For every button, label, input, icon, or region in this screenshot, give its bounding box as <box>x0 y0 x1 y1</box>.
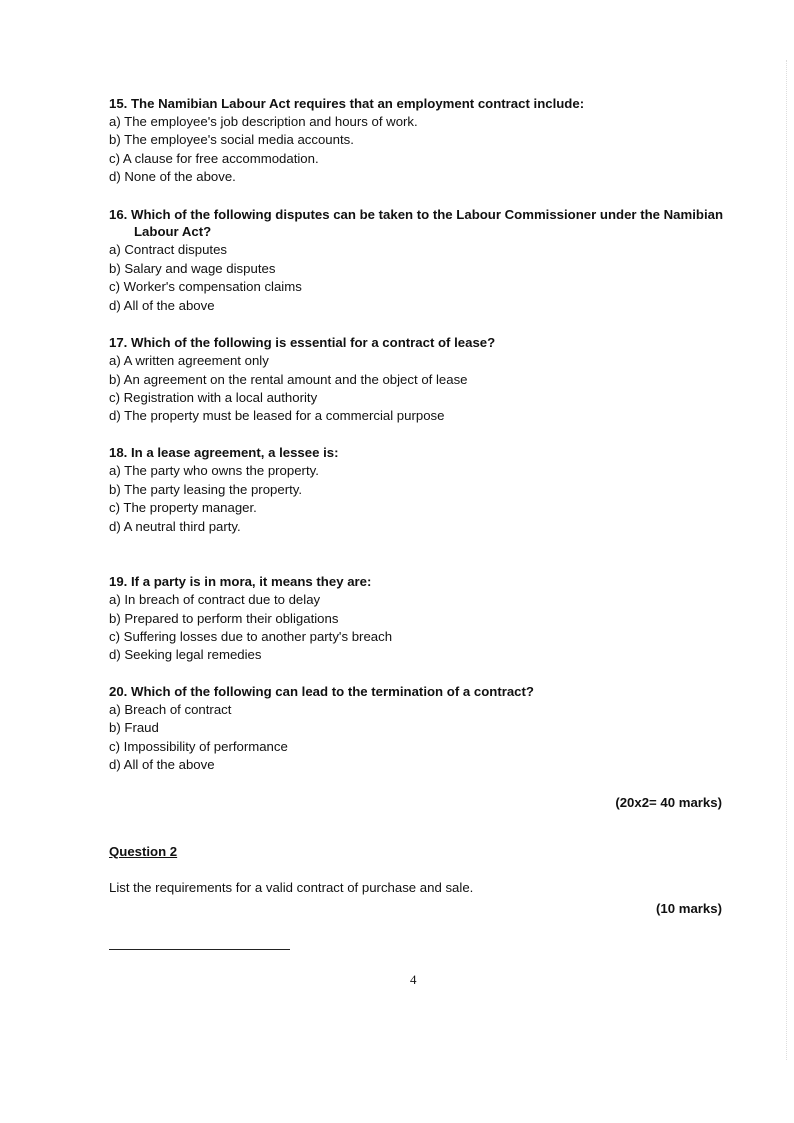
question-17-title: 17. Which of the following is essential for a contract of lease? <box>109 335 496 350</box>
footnote-rule <box>109 949 290 950</box>
option: b) Fraud <box>109 720 159 735</box>
page-number: 4 <box>410 972 417 987</box>
option: d) Seeking legal remedies <box>109 647 262 662</box>
question-20-title: 20. Which of the following can lead to the termination of a contract? <box>109 684 534 699</box>
option: d) A neutral third party. <box>109 519 241 534</box>
option: c) Worker's compensation claims <box>109 279 302 294</box>
question-15-title: 15. The Namibian Labour Act requires that an employment contract include: <box>109 96 585 111</box>
option: b) An agreement on the rental amount and the object of lease <box>109 372 468 387</box>
section-marks: (20x2= 40 marks) <box>615 795 722 810</box>
question-16-title-cont: Labour Act? <box>134 224 212 239</box>
option: b) Prepared to perform their obligations <box>109 611 339 626</box>
option: a) A written agreement only <box>109 353 269 368</box>
question-18-title: 18. In a lease agreement, a lessee is: <box>109 445 339 460</box>
question-2-heading: Question 2 <box>109 844 178 859</box>
option: a) Contract disputes <box>109 242 228 257</box>
option: c) Impossibility of performance <box>109 739 288 754</box>
option: c) A clause for free accommodation. <box>109 151 319 166</box>
question-16-title: 16. Which of the following disputes can be taken to the Labour Commissioner under the Namibian <box>109 207 724 222</box>
option: a) The employee's job description and hours of work. <box>109 114 418 129</box>
question-19-title: 19. If a party is in mora, it means they are: <box>109 574 372 589</box>
option: d) The property must be leased for a commercial purpose <box>109 408 445 423</box>
option: d) All of the above <box>109 298 215 313</box>
question-2-marks: (10 marks) <box>656 901 722 916</box>
option: b) The party leasing the property. <box>109 482 303 497</box>
scan-edge <box>786 60 788 1060</box>
option: c) Registration with a local authority <box>109 390 318 405</box>
option: d) All of the above <box>109 757 215 772</box>
option: b) The employee's social media accounts. <box>109 132 354 147</box>
question-2-text: List the requirements for a valid contract of purchase and sale. <box>109 880 474 895</box>
option: c) The property manager. <box>109 500 257 515</box>
option: b) Salary and wage disputes <box>109 261 276 276</box>
option: a) The party who owns the property. <box>109 463 319 478</box>
option: c) Suffering losses due to another party's breach <box>109 629 393 644</box>
option: d) None of the above. <box>109 169 236 184</box>
option: a) Breach of contract <box>109 702 232 717</box>
option: a) In breach of contract due to delay <box>109 592 321 607</box>
